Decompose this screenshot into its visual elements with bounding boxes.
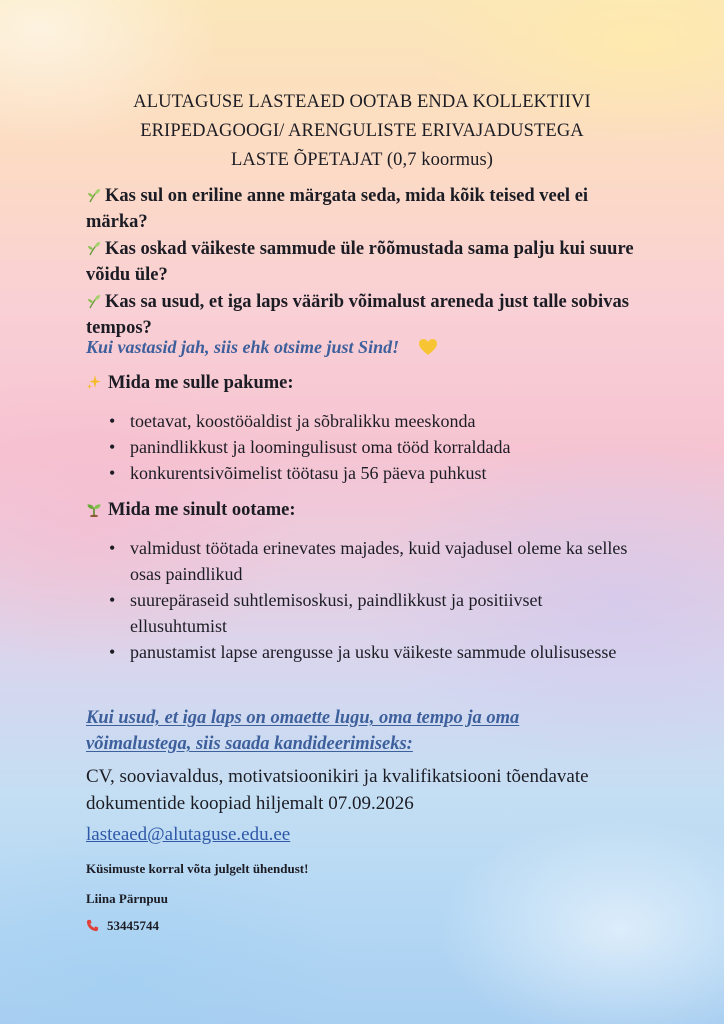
email-link[interactable]: lasteaed@alutaguse.edu.ee (86, 824, 291, 845)
sprout-icon (86, 187, 102, 203)
contact-name: Liina Pärnpuu (86, 891, 169, 906)
expect-heading (86, 500, 296, 521)
title-line-1: ALUTAGUSE LASTEAED OOTAB ENDA KOLLEKTIIVI (133, 92, 591, 112)
list-item: • panindlikkust ja loomingulisust oma tööd korraldada (108, 434, 628, 460)
sprout-icon (86, 293, 102, 309)
call-to-action: Kui usud, et iga laps on omaette lugu, oma tempo ja oma võimalustega, siis saada kandideerimiseks: (86, 708, 520, 754)
expect-heading-text: Mida me sinult ootame: (108, 500, 296, 520)
question-item (86, 183, 646, 235)
list-item: • valmidust töötada erinevates majades, kuid vajadusel oleme ka selles osas paindlikud (108, 535, 628, 587)
phone-number: 53445744 (107, 918, 159, 933)
phone-icon (86, 919, 99, 932)
sparkles-icon (86, 374, 102, 390)
question-item (86, 289, 646, 341)
page-title (60, 88, 664, 175)
title-line-2: ERIPEDAGOOGI/ ARENGULISTE ERIVAJADUSTEGA (140, 121, 584, 141)
offer-heading-text: Mida me sulle pakume: (108, 373, 294, 393)
list-item: • toetavat, koostööaldist ja sõbralikku meeskonda (108, 408, 628, 434)
question-text: Kas sul on eriline anne märgata seda, mida kõik teised veel ei märka? (86, 186, 589, 232)
answer-text: Kui vastasid jah, siis ehk otsime just Sind! (86, 337, 400, 357)
phone-line (86, 918, 159, 934)
question-text: Kas oskad väikeste sammude üle rõõmustada sama palju kui suure võidu üle? (86, 239, 634, 285)
question-text: Kas sa usud, et iga laps väärib võimalust areneda just talle sobivas tempos? (86, 292, 629, 338)
seedling-icon (86, 501, 102, 517)
list-item: • konkurentsivõimelist töötasu ja 56 päeva puhkust (108, 460, 628, 486)
question-item (86, 236, 646, 288)
offer-heading (86, 373, 294, 394)
question-list (86, 183, 646, 342)
sprout-icon (86, 240, 102, 256)
expect-list (108, 535, 628, 665)
list-item: • panustamist lapse arengusse ja usku väikeste sammude olulisusesse (108, 639, 628, 665)
answer-line (86, 337, 438, 358)
required-documents: CV, sooviavaldus, motivatsioonikiri ja kvalifikatsiooni tõendavate dokumentide koopiad hiljemalt 07.09.2026 (86, 766, 589, 814)
yellow-heart-icon (418, 338, 438, 356)
offer-list (108, 408, 628, 486)
contact-note: Küsimuste korral võta julgelt ühendust! (86, 861, 309, 876)
list-item: • suurepäraseid suhtlemisoskusi, paindlikkust ja positiivset ellusuhtumist (108, 587, 628, 639)
title-line-3: LASTE ÕPETAJAT (0,7 koormus) (230, 150, 494, 170)
